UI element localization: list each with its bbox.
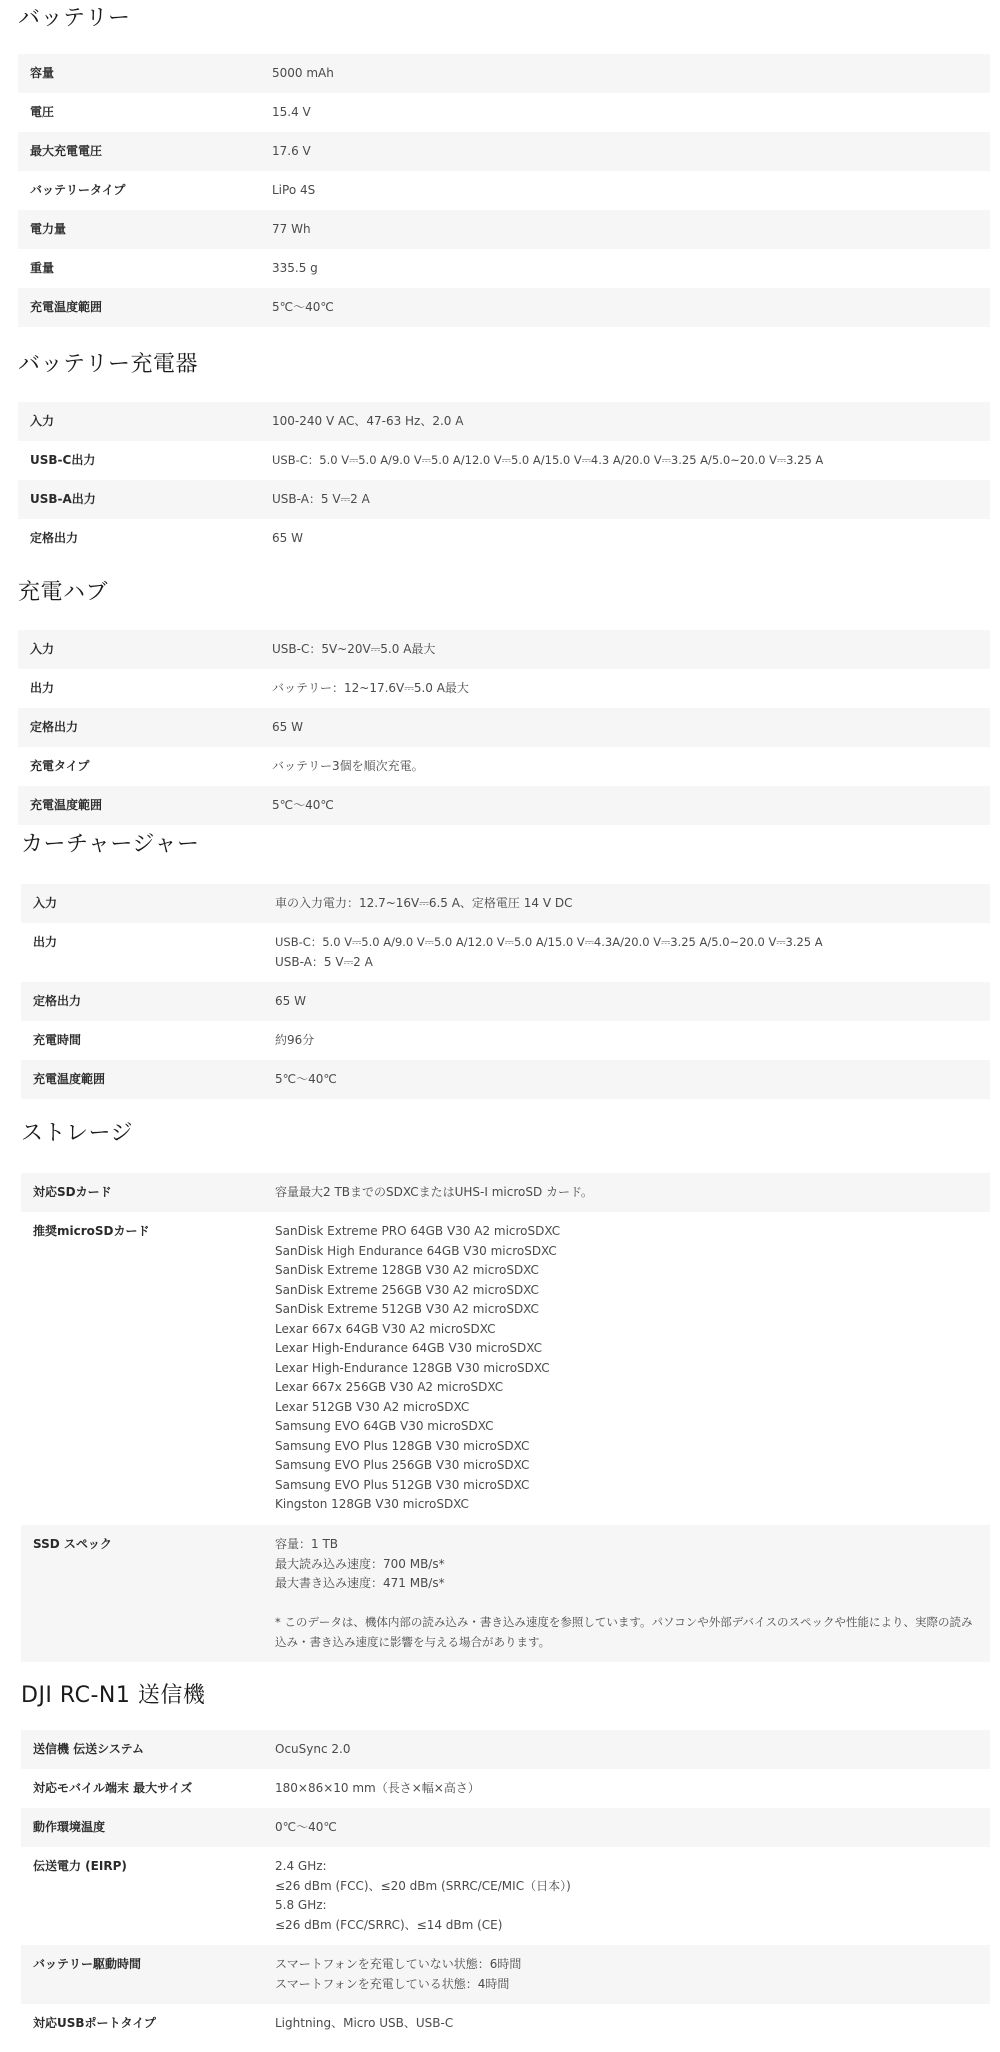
spec-row — [18, 249, 990, 288]
spec-label: 定格出力 — [30, 720, 79, 734]
spec-value: USB-A：5 V⎓2 A — [272, 492, 370, 506]
spec-value: 335.5 g — [272, 261, 318, 275]
spec-value-line: スマートフォンを充電している状態：4時間 — [275, 1976, 510, 1991]
spec-label: 充電時間 — [33, 1033, 82, 1047]
section-title: 充電ハブ — [18, 580, 109, 605]
sd-card-item: Lexar 667x 64GB V30 A2 microSDXC — [275, 1321, 496, 1336]
spec-value: Lightning、Micro USB、USB-C — [275, 2016, 454, 2030]
spacer — [275, 1594, 974, 1614]
spec-label: 重量 — [30, 261, 55, 275]
spec-value: 17.6 V — [272, 144, 311, 158]
spec-value-line: ≤26 dBm (FCC/SRRC)、≤14 dBm (CE) — [275, 1917, 503, 1932]
spec-label: バッテリー駆動時間 — [33, 1957, 142, 1971]
spec-value-line: 最大読み込み速度：700 MB/s* — [275, 1556, 445, 1571]
spec-label: 容量 — [30, 66, 55, 80]
spec-value: 5℃〜40℃ — [272, 798, 334, 812]
spec-label: 動作環境温度 — [33, 1820, 106, 1834]
spec-row — [18, 786, 990, 825]
spec-label: 定格出力 — [33, 994, 82, 1008]
spec-label: 定格出力 — [30, 531, 79, 545]
sd-card-item: Samsung EVO 64GB V30 microSDXC — [275, 1419, 494, 1433]
spec-label: USB-C出力 — [30, 453, 96, 467]
spec-value: 100-240 V AC、47-63 Hz、2.0 A — [272, 414, 464, 428]
spec-value: 65 W — [272, 720, 303, 734]
spec-row — [18, 402, 990, 441]
spec-label: 入力 — [33, 896, 58, 910]
spec-row — [18, 519, 990, 558]
spec-row — [21, 1021, 990, 1060]
sd-card-item: SanDisk High Endurance 64GB V30 microSDXC — [275, 1243, 557, 1258]
spec-table — [18, 402, 990, 558]
footnote: * このデータは、機体内部の読み込み・書き込み速度を参照しています。パソコンや外部デバイスのスペックや性能により、実際の読み込み・書き込み速度に影響を与える場合があります。 — [275, 1615, 973, 1649]
sd-card-item: Kingston 128GB V30 microSDXC — [275, 1497, 469, 1511]
spec-label: SSD スペック — [33, 1537, 112, 1551]
spec-row — [21, 923, 990, 982]
spec-value: 約96分 — [275, 1033, 315, 1047]
spec-value — [275, 933, 974, 972]
spec-value-line: スマートフォンを充電していない状態：6時間 — [275, 1957, 522, 1971]
spec-row — [21, 1808, 990, 1847]
spec-row — [21, 1525, 990, 1662]
spec-label: 出力 — [33, 935, 58, 949]
spec-label: 入力 — [30, 414, 55, 428]
section-title: バッテリー充電器 — [18, 352, 199, 377]
spec-value-line: 2.4 GHz: — [275, 1859, 327, 1873]
spec-value: 車の入力電力：12.7~16V⎓6.5 A、定格電圧 14 V DC — [275, 896, 573, 910]
spec-value: 5000 mAh — [272, 66, 334, 80]
spec-value-line: 5.8 GHz: — [275, 1898, 327, 1912]
spec-row — [18, 54, 990, 93]
spec-label: 充電温度範囲 — [33, 1072, 106, 1086]
spec-row — [18, 630, 990, 669]
spec-label: 推奨microSDカード — [33, 1224, 150, 1238]
spec-label: 充電温度範囲 — [30, 300, 103, 314]
spec-label: バッテリータイプ — [30, 183, 126, 197]
spec-row — [18, 708, 990, 747]
spec-value-line: USB-C：5.0 V⎓5.0 A/9.0 V⎓5.0 A/12.0 V⎓5.0 A/15.0 V⎓4.3A/20.0 V⎓3.25 A/5.0~20.0 V⎓3.25 A — [275, 935, 823, 949]
spec-value: 15.4 V — [272, 105, 311, 119]
sd-card-item: Lexar 512GB V30 A2 microSDXC — [275, 1399, 470, 1414]
spec-value — [275, 1857, 974, 1935]
spec-value: 180×86×10 mm（長さ×幅×高さ） — [275, 1781, 480, 1795]
section-title: DJI RC-N1 送信機 — [21, 1683, 206, 1708]
sd-card-item: SanDisk Extreme 256GB V30 A2 microSDXC — [275, 1282, 539, 1297]
spec-label: 伝送電力 (EIRP) — [33, 1859, 127, 1873]
spec-row — [21, 1769, 990, 1808]
spec-row — [21, 1212, 990, 1525]
spec-row — [18, 441, 990, 480]
spec-table — [18, 54, 990, 327]
section-title: ストレージ — [21, 1121, 134, 1146]
spec-value: OcuSync 2.0 — [275, 1742, 351, 1756]
sd-card-item: Lexar High-Endurance 64GB V30 microSDXC — [275, 1341, 542, 1355]
spec-table — [21, 1730, 990, 2043]
spec-label: 対応USBポートタイプ — [33, 2016, 156, 2030]
spec-row — [18, 171, 990, 210]
sd-card-item: SanDisk Extreme 128GB V30 A2 microSDXC — [275, 1263, 539, 1277]
spec-row — [21, 884, 990, 923]
spec-label: 入力 — [30, 642, 55, 656]
spec-label: 電力量 — [30, 222, 67, 236]
sd-card-item: Lexar High-Endurance 128GB V30 microSDXC — [275, 1360, 550, 1375]
spec-value — [275, 1222, 974, 1515]
sd-card-item: Samsung EVO Plus 128GB V30 microSDXC — [275, 1438, 530, 1453]
spec-table — [18, 630, 990, 825]
spec-label: 最大充電電圧 — [30, 144, 103, 158]
spec-row — [21, 1060, 990, 1099]
spec-value: 65 W — [272, 531, 303, 545]
spec-value — [275, 1955, 974, 1994]
spec-value-line: 最大書き込み速度：471 MB/s* — [275, 1576, 445, 1590]
spec-row — [18, 669, 990, 708]
sd-card-item: Samsung EVO Plus 512GB V30 microSDXC — [275, 1477, 530, 1492]
sd-card-item: SanDisk Extreme PRO 64GB V30 A2 microSDXC — [275, 1224, 561, 1238]
spec-value: 65 W — [275, 994, 306, 1008]
spec-value: 5℃〜40℃ — [275, 1072, 337, 1086]
spec-value: 77 Wh — [272, 222, 311, 236]
spec-table — [21, 1173, 990, 1662]
spec-row — [18, 93, 990, 132]
sd-card-item: Lexar 667x 256GB V30 A2 microSDXC — [275, 1380, 504, 1394]
sd-card-item: Samsung EVO Plus 256GB V30 microSDXC — [275, 1458, 530, 1472]
spec-value-line: USB-A：5 V⎓2 A — [275, 954, 373, 969]
spec-label: USB-A出力 — [30, 492, 96, 506]
spec-value: バッテリー3個を順次充電。 — [272, 759, 424, 773]
spec-label: 充電温度範囲 — [30, 798, 103, 812]
spec-value: 0℃〜40℃ — [275, 1820, 337, 1834]
spec-row — [18, 132, 990, 171]
spec-label: 電圧 — [30, 105, 55, 119]
spec-row — [21, 1847, 990, 1945]
spec-value-line: ≤26 dBm (FCC)、≤20 dBm (SRRC/CE/MIC（日本）) — [275, 1878, 571, 1893]
spec-label: 送信機 伝送システム — [33, 1742, 144, 1756]
spec-row — [21, 1173, 990, 1212]
spec-table — [21, 884, 990, 1099]
section-title: バッテリー — [18, 6, 131, 31]
spec-value — [275, 1535, 974, 1652]
spec-row — [21, 2004, 990, 2043]
spec-row — [21, 1730, 990, 1769]
spec-value-line: 容量：1 TB — [275, 1537, 339, 1551]
spec-value: 容量最大2 TBまでのSDXCまたはUHS-I microSD カード。 — [275, 1185, 593, 1199]
spec-value: USB-C：5V~20V⎓5.0 A最大 — [272, 642, 436, 656]
spec-label: 出力 — [30, 681, 55, 695]
section-title: カーチャージャー — [21, 832, 200, 857]
spec-row — [21, 982, 990, 1021]
sd-card-item: SanDisk Extreme 512GB V30 A2 microSDXC — [275, 1302, 539, 1316]
spec-value: バッテリー：12~17.6V⎓5.0 A最大 — [272, 681, 469, 695]
spec-row — [18, 210, 990, 249]
spec-value: 5℃〜40℃ — [272, 300, 334, 314]
spec-label: 充電タイプ — [30, 759, 90, 773]
spec-row — [18, 480, 990, 519]
spec-value: USB-C：5.0 V⎓5.0 A/9.0 V⎓5.0 A/12.0 V⎓5.0 A/15.0 V⎓4.3 A/20.0 V⎓3.25 A/5.0~20.0 V⎓3.25 A — [272, 453, 824, 467]
spec-row — [18, 747, 990, 786]
spec-value: LiPo 4S — [272, 183, 316, 197]
spec-row — [21, 1945, 990, 2004]
spec-label: 対応モバイル端末 最大サイズ — [33, 1781, 193, 1795]
spec-row — [18, 288, 990, 327]
spec-label: 対応SDカード — [33, 1185, 112, 1199]
